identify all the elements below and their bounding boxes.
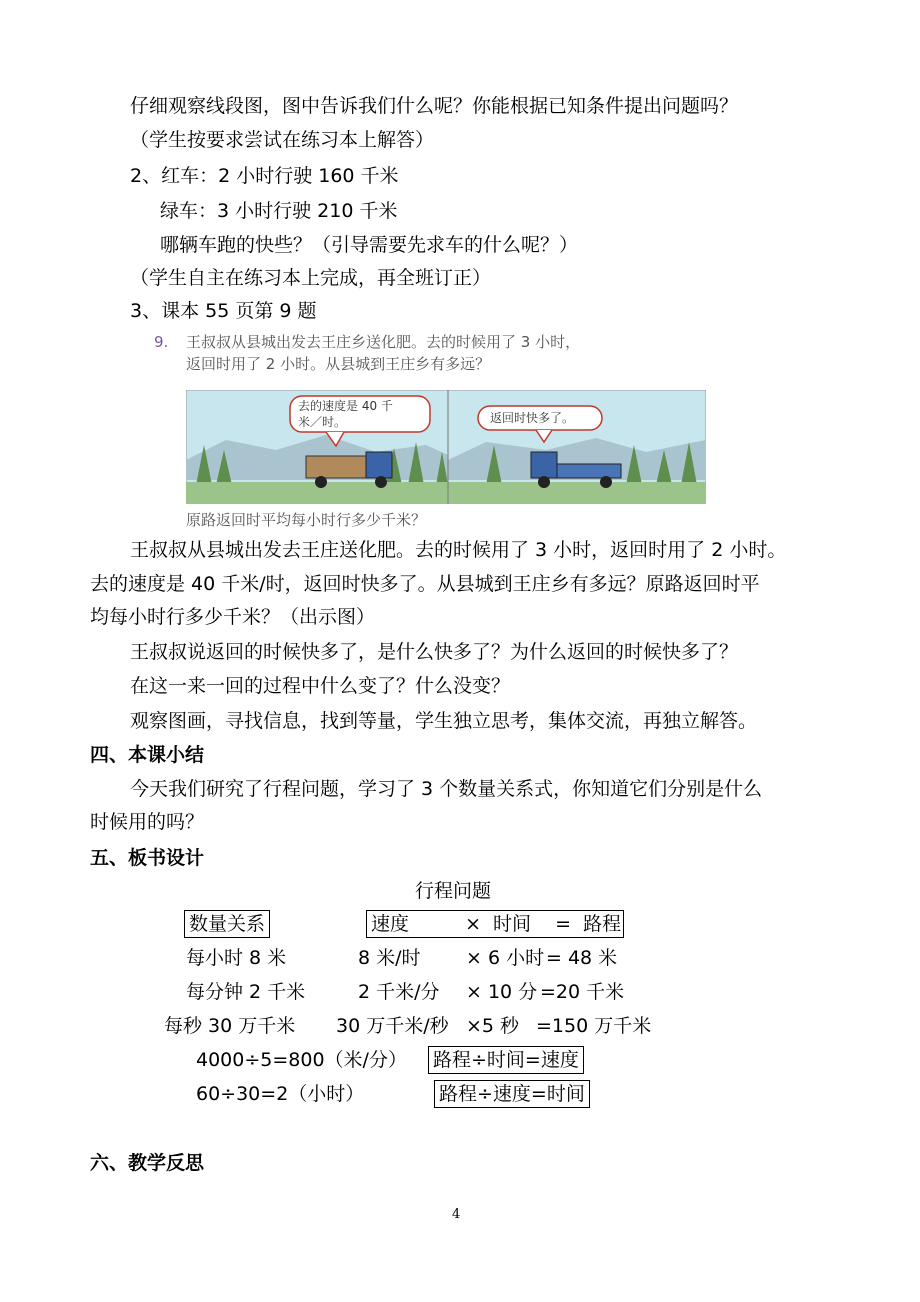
exercise-line-1: 王叔叔从县城出发去王庄乡送化肥。去的时候用了 3 小时， — [186, 333, 581, 351]
row-2-col-1: 每分钟 2 千米 — [186, 981, 306, 1003]
section-5-heading: 五、板书设计 — [90, 847, 205, 869]
section-4-heading: 四、本课小结 — [90, 744, 205, 766]
story-line-2: 去的速度是 40 千米/时，返回时快多了。从县城到王庄乡有多远？原路返回时平 — [90, 573, 760, 595]
row-1-col-1: 每小时 8 米 — [186, 947, 287, 969]
paragraph-green-car: 绿车：3 小时行驶 210 千米 — [160, 200, 398, 222]
story-line-1: 王叔叔从县城出发去王庄送化肥。去的时候用了 3 小时，返回时用了 2 小时。 — [130, 539, 787, 561]
row-3-col-3: ×5 秒 — [466, 1015, 520, 1037]
truck-illustration — [186, 390, 706, 504]
row-3-col-4: =150 万千米 — [536, 1015, 652, 1037]
exercise-line-2: 返回时用了 2 小时。从县城到王庄乡有多远？ — [186, 355, 491, 373]
formula-box — [366, 910, 624, 938]
paragraph-question: 哪辆车跑的快些？（引导需要先求车的什么呢？） — [160, 234, 579, 256]
calc-time: 60÷30=2（小时） — [196, 1083, 365, 1105]
summary-line-1: 今天我们研究了行程问题，学习了 3 个数量关系式，你知道它们分别是什么 — [130, 778, 763, 800]
formula-times: × — [465, 913, 481, 935]
page-number: 4 — [452, 1207, 461, 1222]
story-line-3: 均每小时行多少千米？（出示图） — [90, 606, 376, 628]
section-6-heading: 六、教学反思 — [90, 1152, 205, 1174]
time-formula-box: 路程÷速度=时间 — [434, 1080, 590, 1108]
bubble-right-text: 返回时快多了。 — [490, 411, 575, 425]
row-2-col-2: 2 千米/分 — [358, 981, 440, 1003]
exercise-question: 原路返回时平均每小时行多少千米？ — [186, 511, 427, 529]
story-line-6: 观察图画，寻找信息，找到等量，学生独立思考，集体交流，再独立解答。 — [130, 710, 758, 732]
textbook-figure — [150, 328, 730, 528]
paragraph-student-self: （学生自主在练习本上完成，再全班订正） — [130, 267, 492, 289]
bubble-left-text-1: 去的速度是 40 千 — [298, 399, 393, 413]
row-2-col-4: =20 千米 — [540, 981, 625, 1003]
row-3-col-2: 30 万千米/秒 — [336, 1015, 449, 1037]
relation-label-box: 数量关系 — [184, 910, 270, 938]
formula-distance: 路程 — [583, 913, 622, 935]
row-1-col-4: = 48 米 — [546, 947, 618, 969]
formula-equals: = — [555, 913, 572, 935]
bubble-left-text-2: 米／时。 — [298, 415, 347, 429]
row-2-col-3: × 10 分 — [466, 981, 538, 1003]
formula-speed: 速度 — [371, 913, 410, 935]
row-1-col-2: 8 米/时 — [358, 947, 421, 969]
summary-line-2: 时候用的吗？ — [90, 811, 205, 833]
story-line-5: 在这一来一回的过程中什么变了？什么没变？ — [130, 675, 511, 697]
speed-formula-box: 路程÷时间=速度 — [428, 1046, 584, 1074]
row-1-col-3: × 6 小时 — [466, 947, 545, 969]
board-title: 行程问题 — [415, 880, 492, 902]
paragraph-student-note: （学生按要求尝试在练习本上解答） — [130, 129, 435, 151]
formula-time: 时间 — [493, 913, 532, 935]
paragraph-textbook-ref: 3、课本 55 页第 9 题 — [130, 300, 317, 322]
exercise-number: 9. — [154, 333, 169, 351]
calc-speed: 4000÷5=800（米/分） — [196, 1049, 407, 1071]
story-line-4: 王叔叔说返回的时候快多了，是什么快多了？为什么返回的时候快多了？ — [130, 641, 739, 663]
row-3-col-1: 每秒 30 万千米 — [164, 1015, 296, 1037]
paragraph-observe: 仔细观察线段图，图中告诉我们什么呢？你能根据已知条件提出问题吗？ — [130, 95, 739, 117]
paragraph-red-car: 2、红车：2 小时行驶 160 千米 — [130, 165, 399, 187]
